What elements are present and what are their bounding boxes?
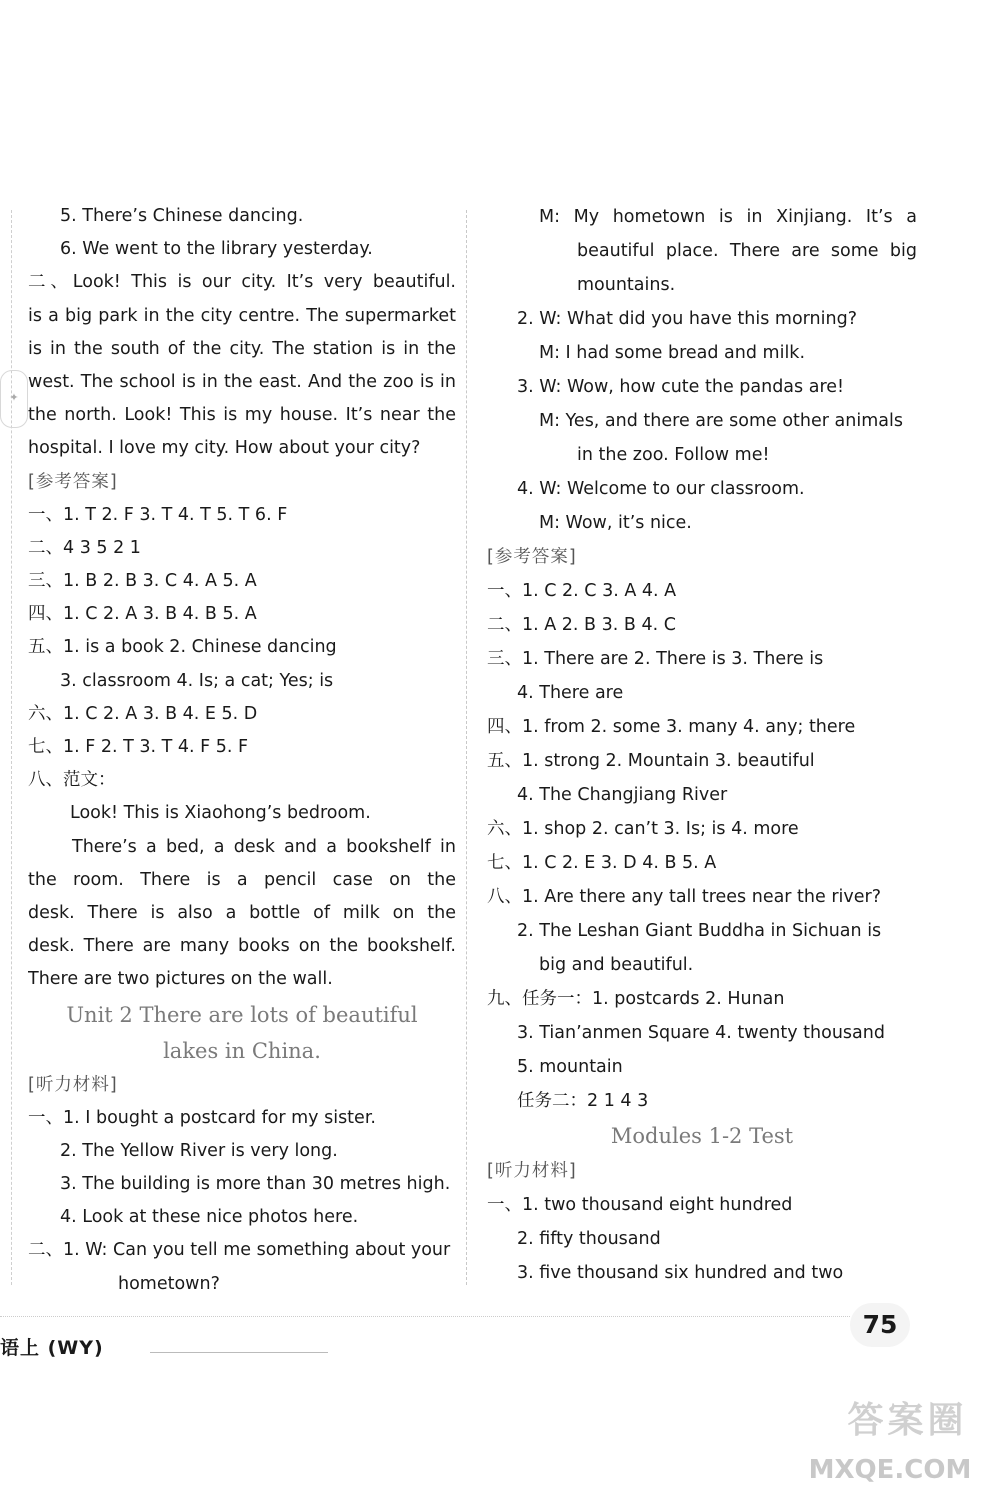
answer-line: 七、1. F 2. T 3. T 4. F 5. F bbox=[28, 737, 249, 757]
binding-stamp-decoration: ✦ bbox=[0, 370, 28, 428]
answer-line: 九、任务一：1. postcards 2. Hunan bbox=[487, 989, 785, 1009]
answer-line: 七、1. C 2. E 3. D 4. B 5. A bbox=[487, 853, 717, 873]
dialogue-line: beautiful place. There are some big bbox=[577, 241, 917, 261]
dialogue-line: 2. W: What did you have this morning? bbox=[517, 309, 857, 329]
listening-line: hometown? bbox=[118, 1273, 220, 1294]
answer-line: 2. The Leshan Giant Buddha in Sichuan is bbox=[517, 921, 882, 941]
section-heading-answers: [参考答案] bbox=[28, 471, 118, 492]
footer-rule bbox=[0, 1316, 850, 1317]
text-line: 二、Look! This is our city. It’s very beautiful. bbox=[28, 272, 456, 293]
listening-line: 一、1. I bought a postcard for my sister. bbox=[28, 1107, 376, 1128]
answer-line: 三、1. B 2. B 3. C 4. A 5. A bbox=[28, 571, 257, 592]
footer-line bbox=[150, 1352, 328, 1353]
column-divider bbox=[466, 210, 467, 1285]
answer-line: 六、1. shop 2. can’t 3. Is; is 4. more bbox=[487, 819, 799, 839]
text-line: 5. There’s Chinese dancing. bbox=[60, 206, 304, 226]
answer-line: 4. There are bbox=[517, 683, 624, 703]
dialogue-line: mountains. bbox=[577, 275, 676, 295]
sample-essay-line: There are two pictures on the wall. bbox=[28, 969, 333, 990]
section-heading-listening: [听力材料] bbox=[28, 1074, 118, 1095]
dialogue-line: 3. W: Wow, how cute the pandas are! bbox=[517, 377, 845, 397]
dialogue-line: M: I had some bread and milk. bbox=[539, 343, 806, 363]
text-line: hospital. I love my city. How about your city? bbox=[28, 438, 421, 459]
text-line: 6. We went to the library yesterday. bbox=[60, 239, 373, 260]
answer-line: 任务二：2 1 4 3 bbox=[517, 1091, 649, 1111]
listening-line: 2. fifty thousand bbox=[517, 1229, 661, 1249]
dialogue-line: 4. W: Welcome to our classroom. bbox=[517, 479, 805, 499]
dialogue-line: M: Wow, it’s nice. bbox=[539, 513, 692, 533]
answer-line: 4. The Changjiang River bbox=[517, 785, 728, 805]
text-line: is in the south of the city. The station is in the bbox=[28, 338, 456, 359]
answer-line: 八、1. Are there any tall trees near the river? bbox=[487, 887, 882, 907]
dialogue-line: in the zoo. Follow me! bbox=[577, 445, 770, 465]
listening-line: 4. Look at these nice photos here. bbox=[60, 1207, 359, 1228]
unit-title-continued: lakes in China. bbox=[163, 1038, 321, 1063]
listening-line: 一、1. two thousand eight hundred bbox=[487, 1195, 793, 1215]
listening-line: 二、1. W: Can you tell me something about your bbox=[28, 1240, 451, 1261]
unit-title: Unit 2 There are lots of beautiful bbox=[66, 1002, 418, 1027]
answer-line: big and beautiful. bbox=[539, 955, 694, 975]
listening-line: 3. five thousand six hundred and two bbox=[517, 1263, 844, 1283]
footer-label: 语上 (WY) bbox=[0, 1337, 104, 1359]
test-title: Modules 1-2 Test bbox=[610, 1124, 794, 1148]
page-number: 75 bbox=[850, 1303, 910, 1347]
answer-line: 5. mountain bbox=[517, 1057, 623, 1077]
section-heading-listening: [听力材料] bbox=[487, 1161, 577, 1181]
sample-essay-line: the room. There is a pencil case on the bbox=[28, 869, 456, 890]
answer-line: 二、1. A 2. B 3. B 4. C bbox=[487, 615, 676, 635]
section-heading-answers: [参考答案] bbox=[487, 547, 577, 567]
dialogue-line: M: My hometown is in Xinjiang. It’s a bbox=[539, 207, 917, 227]
sample-essay-line: Look! This is Xiaohong’s bedroom. bbox=[70, 803, 371, 824]
text-line: west. The school is in the east. And the zoo is in bbox=[28, 371, 456, 392]
listening-line: 3. The building is more than 30 metres high. bbox=[60, 1174, 451, 1195]
dialogue-line: M: Yes, and there are some other animals bbox=[539, 411, 903, 431]
sample-essay-line: There’s a bed, a desk and a bookshelf in bbox=[72, 836, 456, 857]
watermark-url: MXQE.COM bbox=[808, 1455, 972, 1485]
answer-line: 八、范文： bbox=[28, 770, 116, 791]
answer-line: 四、1. from 2. some 3. many 4. any; there bbox=[487, 717, 856, 737]
sample-essay-line: desk. There are many books on the bookshelf. bbox=[28, 936, 456, 957]
answer-line: 一、1. C 2. C 3. A 4. A bbox=[487, 581, 677, 601]
answer-line: 二、4 3 5 2 1 bbox=[28, 537, 141, 558]
watermark-logo: 答案圈 bbox=[847, 1400, 968, 1441]
text-line: is a big park in the city centre. The supermarket bbox=[28, 305, 456, 326]
left-column bbox=[28, 200, 456, 1301]
answer-line: 五、1. is a book 2. Chinese dancing bbox=[28, 637, 337, 658]
answer-line: 3. Tian’anmen Square 4. twenty thousand bbox=[517, 1023, 885, 1043]
right-column bbox=[487, 200, 917, 1290]
answer-line: 3. classroom 4. Is; a cat; Yes; is bbox=[60, 670, 334, 691]
text-line: the north. Look! This is my house. It’s near the bbox=[28, 405, 456, 426]
listening-line: 2. The Yellow River is very long. bbox=[60, 1140, 338, 1161]
answer-line: 三、1. There are 2. There is 3. There is bbox=[487, 649, 824, 669]
answer-line: 一、1. T 2. F 3. T 4. T 5. T 6. F bbox=[28, 504, 288, 525]
answer-line: 六、1. C 2. A 3. B 4. E 5. D bbox=[28, 703, 258, 724]
sample-essay-line: desk. There is also a bottle of milk on the bbox=[28, 902, 456, 923]
answer-line: 四、1. C 2. A 3. B 4. B 5. A bbox=[28, 604, 257, 625]
answer-line: 五、1. strong 2. Mountain 3. beautiful bbox=[487, 751, 815, 771]
